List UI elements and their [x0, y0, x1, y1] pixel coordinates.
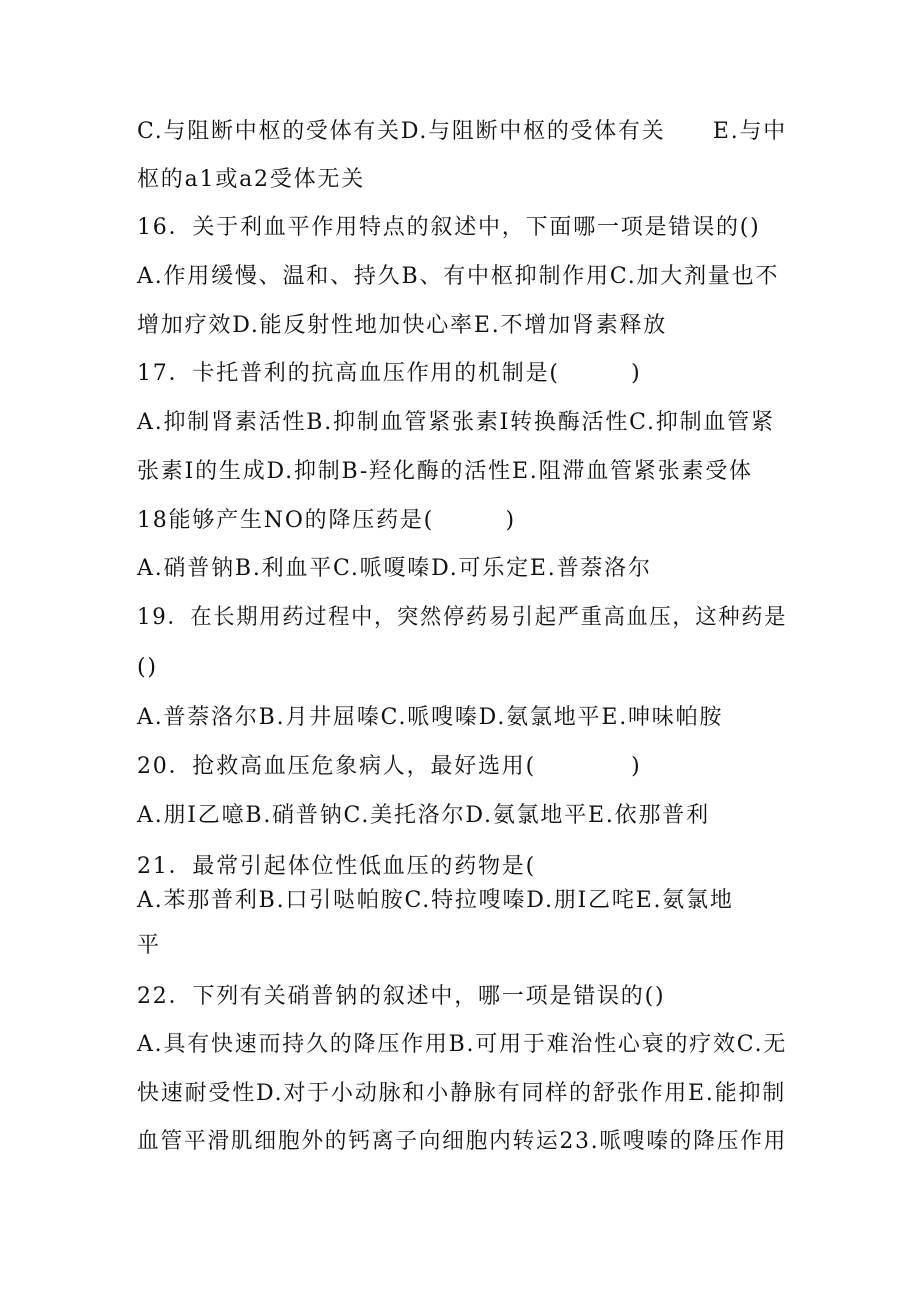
text-line: 血管平滑肌细胞外的钙离子向细胞内转运23.哌嗖嗪的降压作用: [137, 1129, 788, 1154]
text-line: (): [137, 655, 158, 680]
text-line: A.具有快速而持久的降压作用B.可用于难治性心衰的疗效C.无: [137, 1032, 788, 1057]
text-line: A.硝普钠B.利血平C.哌嗄嗪D.可乐定E.普萘洛尔: [137, 556, 652, 581]
question-19: 19．在长期用药过程中，突然停药易引起严重高血压，这种药是: [137, 605, 788, 630]
question-16: 16．关于利血平作用特点的叙述中，下面哪一项是错误的(): [137, 215, 761, 240]
question-17: 17．卡托普利的抗高血压作用的机制是( ): [137, 361, 642, 386]
text-line: A.苯那普利B.口引哒帕胺C.特拉嗖嗪D.朋Ⅰ乙咤E.氨氯地: [137, 888, 734, 913]
text-line: 增加疗效D.能反射性地加快心率E.不增加肾素释放: [137, 313, 668, 338]
text-line: A.作用缓慢、温和、持久B、有中枢抑制作用C.加大剂量也不: [137, 264, 780, 289]
question-21: 21．最常引起体位性低血压的药物是(: [137, 854, 536, 879]
question-18: 18能够产生NO的降压药是( ): [137, 508, 516, 533]
text-line: 枢的a1或a2受体无关: [137, 167, 366, 192]
question-22: 22．下列有关硝普钠的叙述中，哪一项是错误的(): [137, 984, 666, 1009]
text-line: A.抑制肾素活性B.抑制血管紧张素Ⅰ转换酶活性C.抑制血管紧: [137, 410, 775, 435]
text-line: A.普萘洛尔B.月井屈嗪C.哌嗖嗪D.氨氯地平E.呻味帕胺: [137, 705, 724, 730]
text-line: 快速耐受性D.对于小动脉和小静脉有同样的舒张作用E.能抑制: [137, 1081, 787, 1106]
text-line: A.朋Ⅰ乙噫B.硝普钠C.美托洛尔D.氨氯地平E.依那普利: [137, 803, 710, 828]
text-line: 平: [137, 933, 161, 958]
text-line: 张素Ⅰ的生成D.抑制B-羟化酶的活性E.阻滞血管紧张素受体: [137, 459, 753, 484]
text-line: C.与阻断中枢的受体有关D.与阻断中枢的受体有关 E.与中: [137, 119, 787, 144]
question-20: 20．抢救高血压危象病人，最好选用( ): [137, 754, 642, 779]
